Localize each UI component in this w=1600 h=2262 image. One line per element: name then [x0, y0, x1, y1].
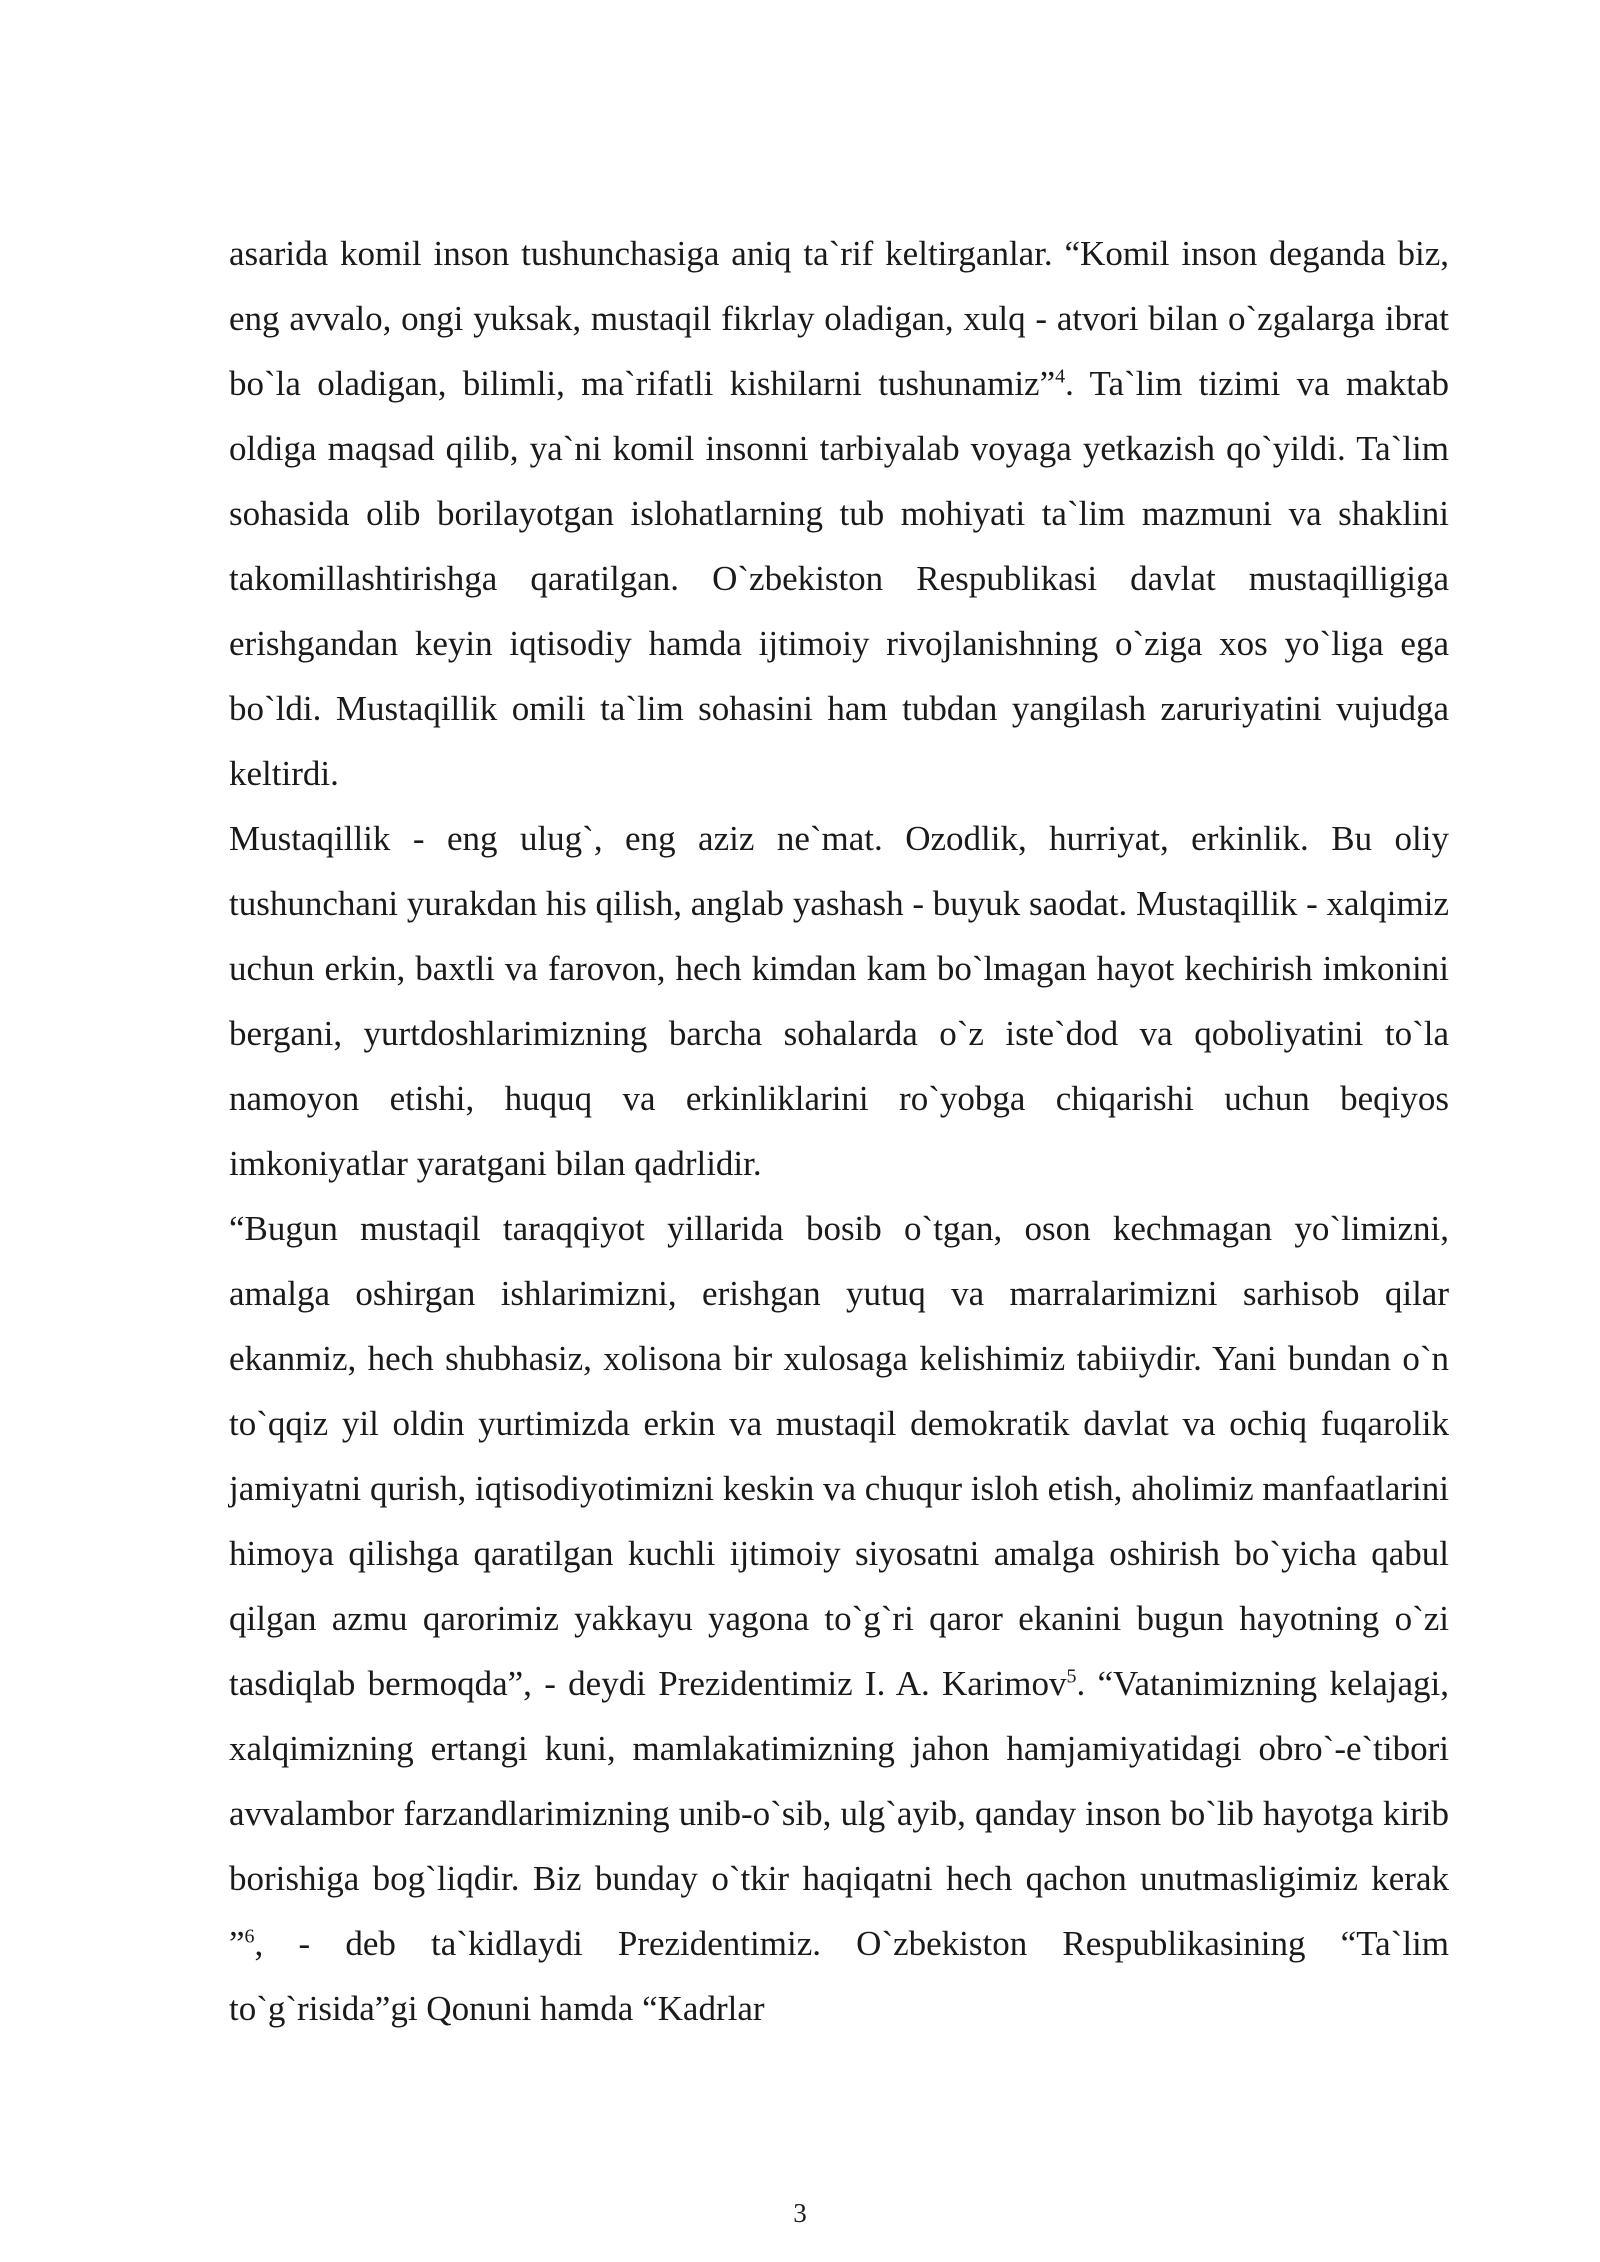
- paragraph-text: asarida komil inson tushunchasiga aniq ta`rif keltirganlar. “Komil inson deganda biz, eng avvalo, ongi yuksak, mustaqil fikrlay oladigan, xulq - atvori bilan o`zgalarga ibrat bo`la oladigan, bilimli, ma`rifatli kishilarni tushunamiz”: [229, 234, 1449, 403]
- footnote-ref-4: 4: [1055, 365, 1066, 388]
- paragraph-2: [229, 806, 1449, 1196]
- paragraph-text: , - deb ta`kidlaydi Prezidentimiz. O`zbekiston Respublikasining “Ta`lim to`g`risida”gi Qonuni hamda “Kadrlar: [229, 1924, 1449, 2028]
- paragraph-text: . “Vatanimizning kelajagi, xalqimizning ertangi kuni, mamlakatimizning jahon hamjamiyatidagi obro`-e`tibori avvalambor farzandlarimizning unib-o`sib, ulg`ayib, qanday inson bo`lib hayotga kirib borishiga bog`liqdir. Biz bunday o`tkir haqiqatni hech qachon unutmasligimiz kerak ”: [229, 1664, 1449, 1963]
- paragraph-text: Mustaqillik - eng ulug`, eng aziz ne`mat. Ozodlik, hurriyat, erkinlik. Bu oliy tushunchani yurakdan his qilish, anglab yashash - buyuk saodat. Mustaqillik - xalqimiz uchun erkin, baxtli va farovon, hech kimdan kam bo`lmagan hayot kechirish imkonini bergani, yurtdoshlarimizning barcha sohalarda o`z iste`dod va qoboliyatini to`la namoyon etishi, huquq va erkinliklarini ro`yobga chiqarishi uchun beqiyos imkoniyatlar yaratgani bilan qadrlidir.: [229, 819, 1449, 1183]
- document-body: [229, 221, 1449, 2041]
- paragraph-text: “Bugun mustaqil taraqqiyot yillarida bosib o`tgan, oson kechmagan yo`limizni, amalga oshirgan ishlarimizni, erishgan yutuq va marralarimizni sarhisob qilar ekanmiz, hech shubhasiz, xolisona bir xulosaga kelishimiz tabiiydir. Yani bundan o`n to`qqiz yil oldin yurtimizda erkin va mustaqil demokratik davlat va ochiq fuqarolik jamiyatni qurish, iqtisodiyotimizni keskin va chuqur isloh etish, aholimiz manfaatlarini himoya qilishga qaratilgan kuchli ijtimoiy siyosatni amalga oshirish bo`yicha qabul qilgan azmu qarorimiz yakkayu yagona to`g`ri qaror ekanini bugun hayotning o`zi tasdiqlab bermoqda”, - deydi Prezidentimiz I. A. Karimov: [229, 1209, 1449, 1703]
- footnote-ref-6: 6: [244, 1925, 255, 1948]
- paragraph-1: [229, 221, 1449, 806]
- paragraph-3: [229, 1196, 1449, 2041]
- page-number: 3: [793, 2198, 807, 2228]
- paragraph-text: . Ta`lim tizimi va maktab oldiga maqsad qilib, ya`ni komil insonni tarbiyalab voyaga yetkazish qo`yildi. Ta`lim sohasida olib borilayotgan islohatlarning tub mohiyati ta`lim mazmuni va shaklini takomillashtirishga qaratilgan. O`zbekiston Respublikasi davlat mustaqilligiga erishgandan keyin iqtisodiy hamda ijtimoiy rivojlanishning o`ziga xos yo`liga ega bo`ldi. Mustaqillik omili ta`lim sohasini ham tubdan yangilash zaruriyatini vujudga keltirdi.: [229, 364, 1449, 793]
- footnote-ref-5: 5: [1066, 1665, 1077, 1688]
